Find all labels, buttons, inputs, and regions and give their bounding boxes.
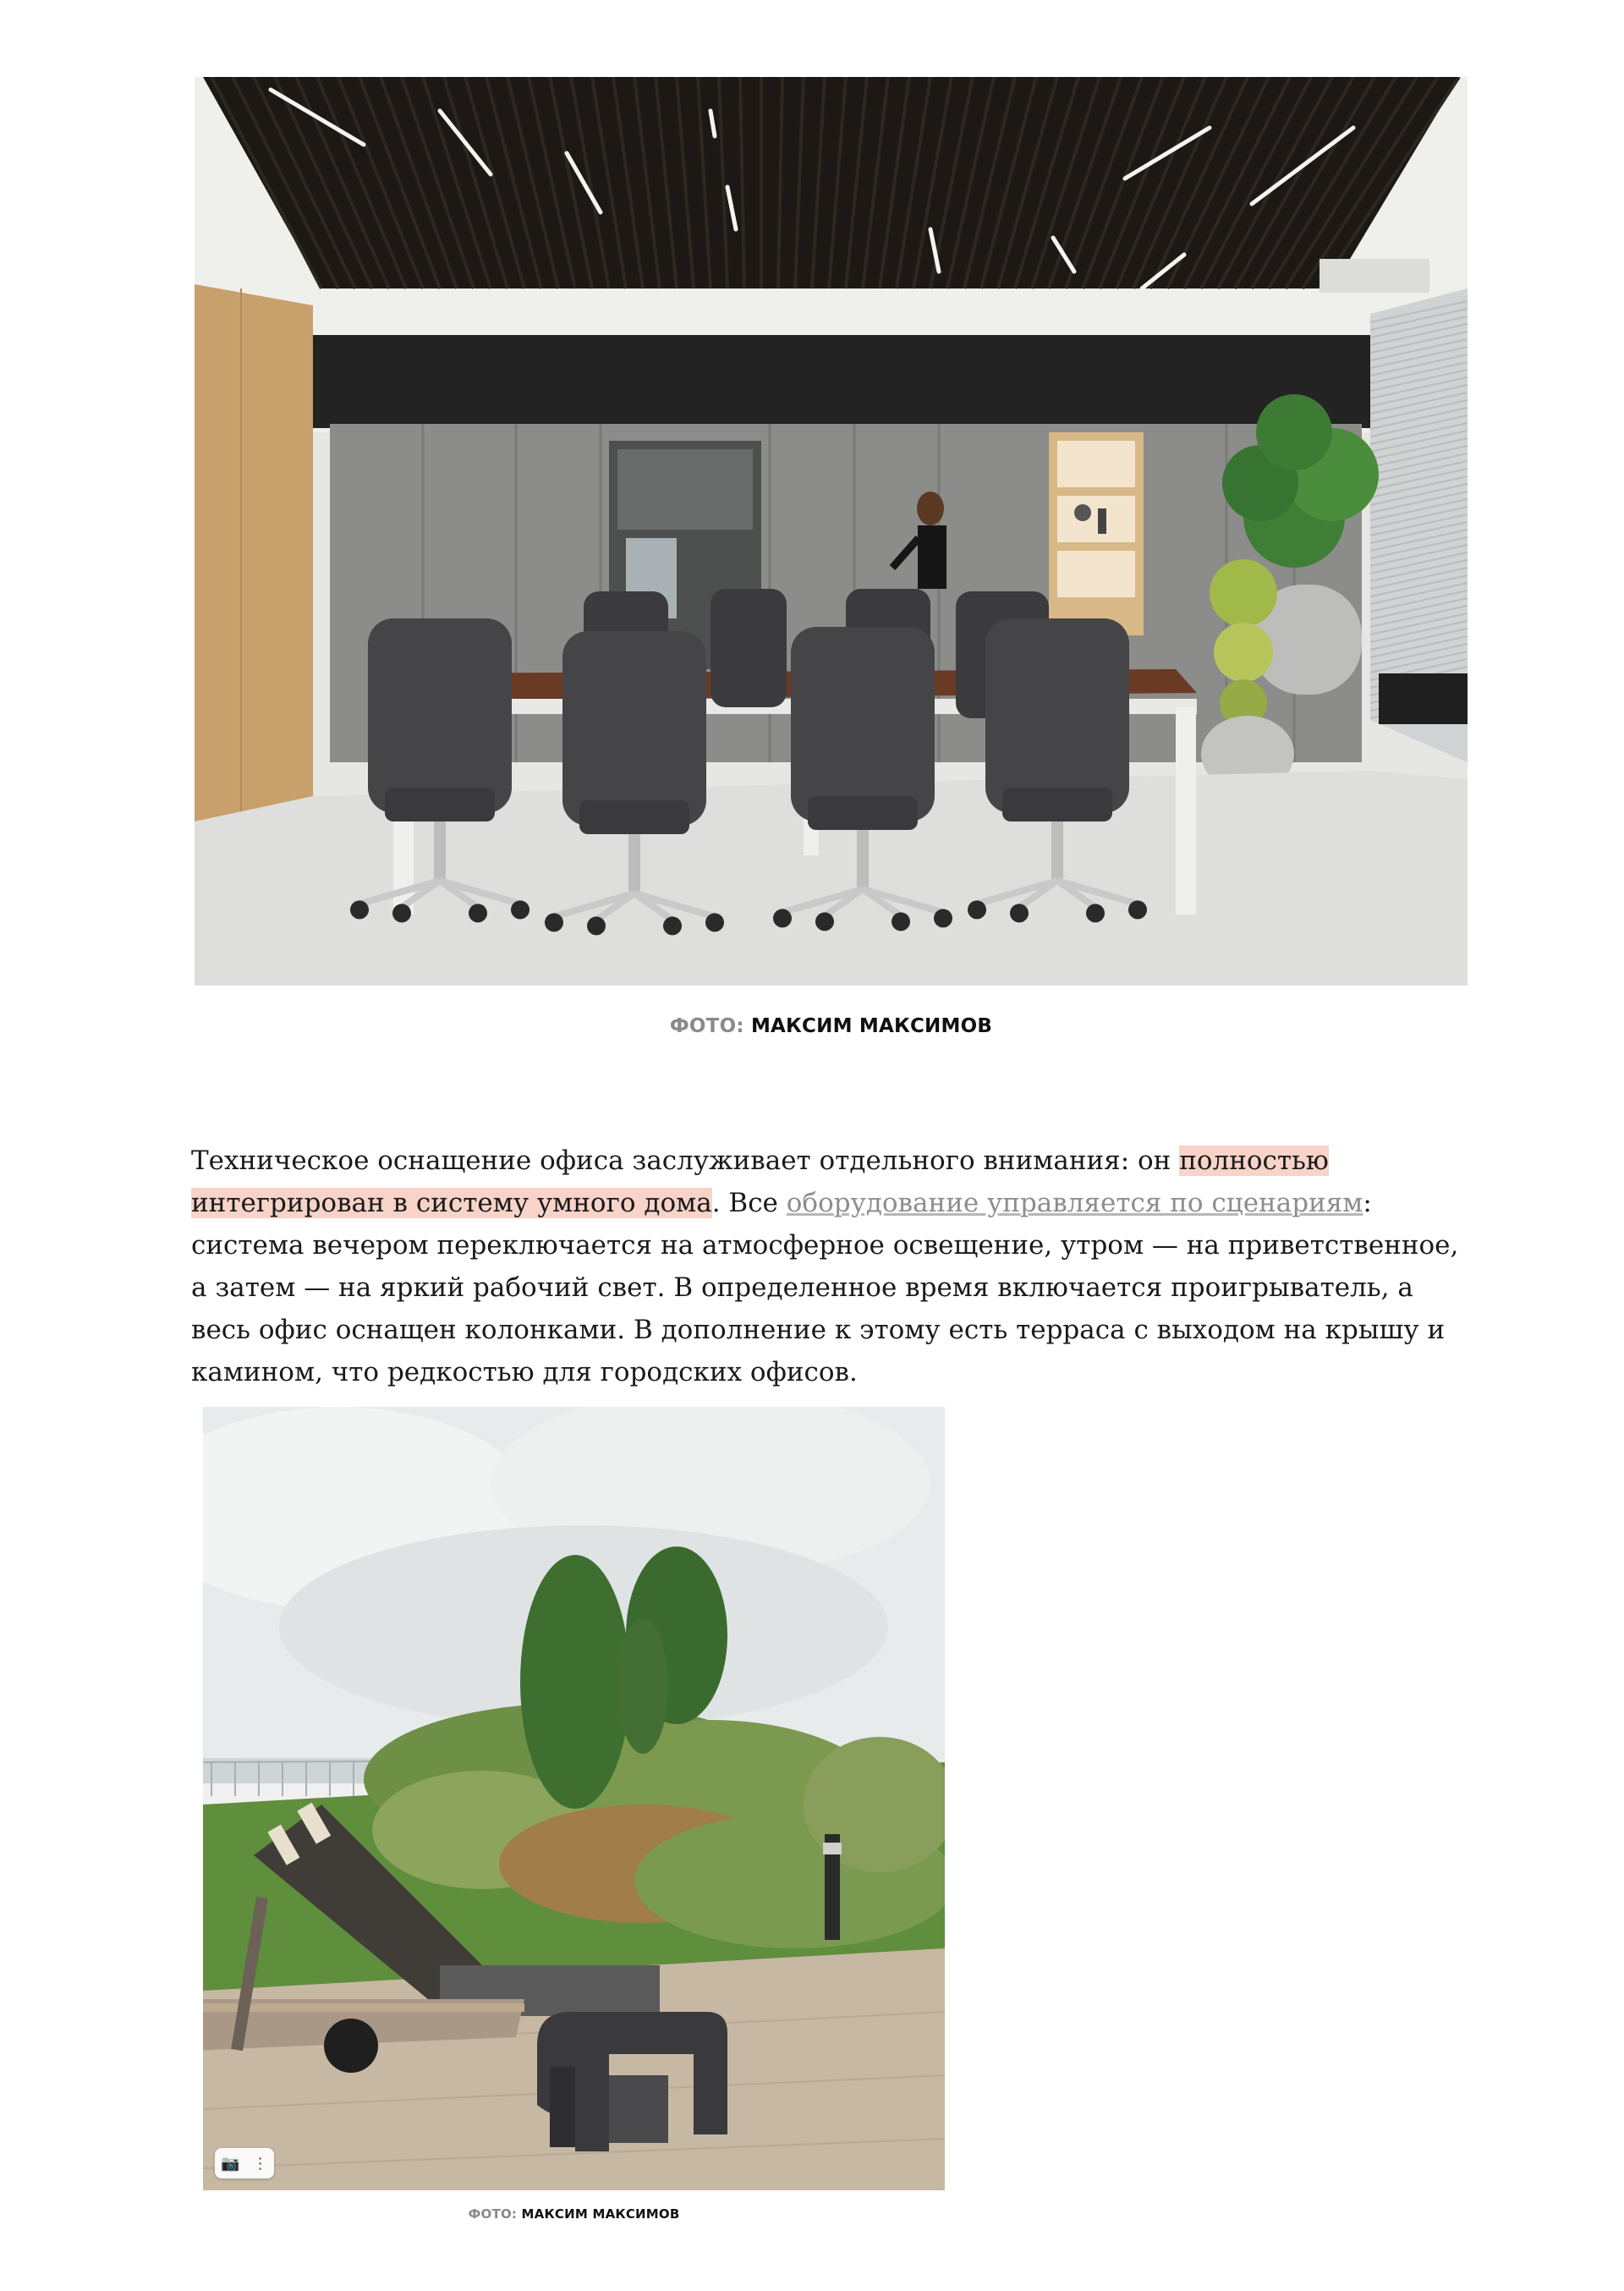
scenarios-link[interactable]: оборудование управляется по сценариям: [786, 1188, 1363, 1218]
article-text: . Все: [711, 1188, 787, 1218]
caption-label: ФОТО:: [669, 1015, 744, 1037]
caption-author: МАКСИМ МАКСИМОВ: [521, 2206, 680, 2222]
office-photo: [195, 77, 1468, 986]
highlighted-text[interactable]: полностью интегрирован в систему умного дома: [191, 1146, 1329, 1218]
terrace-photo: [203, 1407, 945, 2190]
photo-caption-1: [195, 1015, 1468, 1037]
caption-author: МАКСИМ МАКСИМОВ: [750, 1015, 993, 1037]
article-text: Техническое оснащение офиса заслуживает отдельного внимания: он: [191, 1146, 1180, 1176]
camera-icon[interactable]: 📷: [221, 2154, 240, 2173]
image-tools[interactable]: [215, 2148, 274, 2178]
caption-label: ФОТО:: [468, 2206, 518, 2222]
more-vertical-icon[interactable]: ⋮: [252, 2154, 268, 2173]
article-text: : система вечером переключается на атмосферное освещение, утром — на приветственное, а затем — на яркий рабочий свет. В определенное время включается проигрыватель, а весь офис оснащен колонками. В дополнение к этому есть терраса с выходом на крышу и камином, что редкостью для городских офисов.: [191, 1188, 1459, 1387]
photo-caption-2: [203, 2206, 945, 2222]
article-paragraph: [191, 1140, 1477, 1393]
